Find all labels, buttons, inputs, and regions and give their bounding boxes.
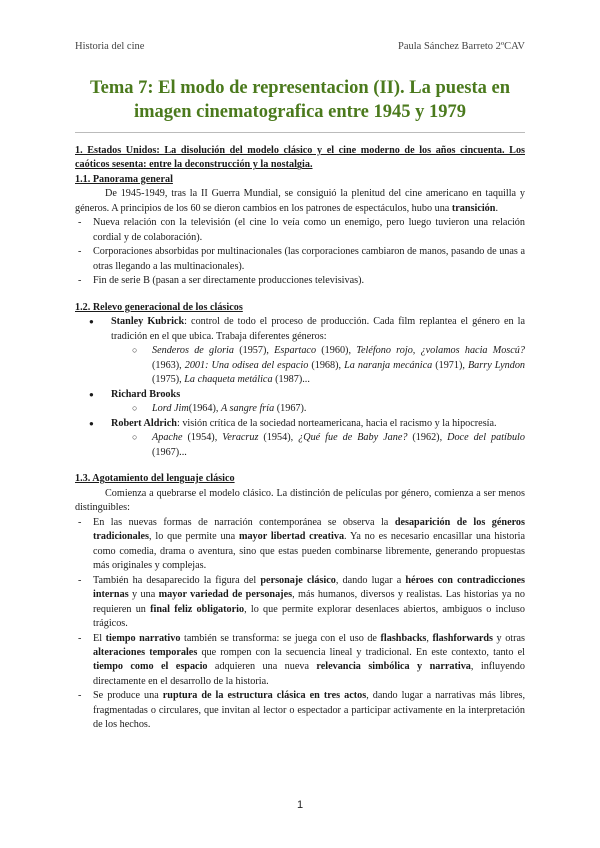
- list-item: [75, 574, 525, 632]
- circle-marker: ○: [132, 403, 138, 414]
- list-item-brooks: [75, 388, 525, 402]
- film-year: (1964),: [188, 403, 221, 415]
- list-item: [75, 516, 525, 574]
- film-title: Senderos de gloria: [152, 345, 234, 357]
- section-1-2-heading: 1.2. Relevo generacional de los clásicos: [75, 301, 243, 313]
- list-item: [75, 689, 525, 732]
- list-item-kubrick: [75, 315, 525, 344]
- intro-text: De 1945-1949, tras la II Guerra Mundial, se consiguió la plenitud del cine americano en taquilla y géneros. A principios de los 60 se dieron cambios en los patrones de espectáculos, hubo una: [75, 188, 525, 214]
- dash-marker: -: [78, 516, 82, 528]
- document-title: Tema 7: El modo de representacion (II). La puesta en imagen cinematografica entre 1945 y 1979: [89, 78, 511, 123]
- film-year: (1968),: [308, 359, 345, 371]
- film-year: (1954),: [258, 432, 299, 444]
- list-item-text: También ha desaparecido la figura del personaje clásico, dando lugar a héroes con contradicciones internas y una mayor variedad de personajes, más humanos, diversos y realistas. Las historias ya no requieren un final feliz obligatorio, lo que permite explorar desenlaces abiertos, ambiguos o incluso trágicos.: [93, 574, 526, 630]
- film-title: Veracruz: [222, 432, 259, 444]
- section-1-1-heading: 1.1. Panorama general: [75, 173, 173, 185]
- bullet-marker: ●: [89, 389, 94, 399]
- list-item-text: Nueva relación con la televisión (el cine lo veía como un enemigo, pero luego tuvieron una relación cordial y de colaboración).: [93, 217, 525, 243]
- film-title: Lord Jim: [152, 403, 189, 415]
- film-title: A sangre fría: [220, 403, 275, 415]
- list-item-text: Se produce una ruptura de la estructura clásica en tres actos, dando lugar a narrativas más libres, fragmentadas o circulares, que invitan al lector o espectador a participar activamente en la interpretación de los hechos.: [93, 690, 525, 731]
- circle-marker: ○: [132, 345, 138, 356]
- film-year: (1987)...: [272, 374, 310, 386]
- brooks-name: Richard Brooks: [111, 388, 181, 400]
- film-title: Barry Lyndon: [467, 359, 526, 371]
- film-title: Apache: [152, 432, 183, 444]
- list-item: [75, 245, 525, 274]
- dash-marker: -: [78, 217, 82, 229]
- film-year: (1971),: [432, 359, 468, 371]
- header-course: Historia del cine: [75, 41, 145, 52]
- circle-marker: ○: [132, 432, 138, 443]
- film-title: La chaqueta metálica: [184, 374, 273, 386]
- list-item-brooks-films: [75, 402, 525, 416]
- film-year: (1975),: [152, 374, 185, 386]
- aldrich-films: [152, 431, 525, 460]
- film-year: (1960),: [316, 345, 357, 357]
- kubrick-text: [111, 315, 525, 344]
- film-year: (1962),: [407, 432, 448, 444]
- header-author: Paula Sánchez Barreto 2ºCAV: [398, 41, 525, 52]
- dash-marker: -: [78, 632, 82, 644]
- aldrich-text: [111, 417, 525, 431]
- list-item: [75, 274, 525, 288]
- page-body: [75, 144, 525, 733]
- film-title: Doce del patíbulo: [447, 432, 525, 444]
- film-title: Teléfono rojo, ¿volamos hacia Moscú?: [356, 345, 525, 357]
- list-item-kubrick-films: [75, 344, 525, 387]
- dash-marker: -: [78, 690, 82, 702]
- kubrick-desc: : control de todo el proceso de producción. Cada film replantea el género en la tradición en el que ubica. Trabaja diferentes géneros:: [111, 316, 525, 342]
- intro-end: .: [495, 202, 498, 214]
- intro-bold: transición: [451, 202, 496, 214]
- title-divider: [75, 132, 525, 133]
- list-item-aldrich-films: [75, 431, 525, 460]
- bullet-marker: ●: [89, 317, 94, 327]
- film-title: La naranja mecánica: [344, 359, 433, 371]
- list-item: [75, 632, 525, 690]
- dash-marker: -: [78, 574, 82, 586]
- film-title: Espartaco: [274, 345, 317, 357]
- bullet-marker: ●: [89, 418, 94, 428]
- list-item-text: En las nuevas formas de narración contemporánea se observa la desaparición de los géneros tradicionales, lo que permite una mayor libertad creativa. Ya no es necesario encasillar una historia como comedia, drama o aventura, sino que estas pueden combinarse libremente, generando propuestas más originales y complejas.: [93, 516, 525, 572]
- section-1-1-intro: [75, 187, 525, 216]
- aldrich-name: Robert Aldrich: [111, 417, 177, 429]
- section-1-heading: 1. Estados Unidos: La disolución del modelo clásico y el cine moderno de los años cincuenta. Los caóticos sesenta: entre la deconstrucción y la nostalgia.: [75, 145, 525, 171]
- kubrick-name: Stanley Kubrick: [111, 316, 185, 328]
- film-year: (1954),: [182, 432, 223, 444]
- dash-marker: -: [78, 275, 82, 287]
- brooks-films: [152, 402, 525, 416]
- kubrick-films: [152, 344, 525, 387]
- film-year: (1967)...: [152, 446, 187, 458]
- film-title: ¿Qué fue de Baby Jane?: [298, 432, 408, 444]
- list-item-aldrich: [75, 417, 525, 431]
- page-number: 1: [296, 799, 304, 811]
- film-year: (1967).: [274, 403, 307, 415]
- list-item-text: Fin de serie B (pasan a ser directamente producciones televisivas).: [93, 275, 365, 287]
- page-header: [75, 40, 525, 54]
- film-title: 2001: Una odisea del espacio: [184, 359, 309, 371]
- film-year: (1963),: [152, 359, 185, 371]
- section-1-3-heading: 1.3. Agotamiento del lenguaje clásico: [75, 473, 235, 485]
- aldrich-desc: : visión crítica de la sociedad norteamericana, hacia el racismo y la hipocresía.: [176, 417, 497, 429]
- film-year: (1957),: [233, 345, 275, 357]
- list-item-text: Corporaciones absorbidas por multinacionales (las corporaciones cambiaron de manos, pasando de unas a otras llegando a las multinacionales).: [93, 246, 525, 272]
- section-1-3-intro: Comienza a quebrarse el modelo clásico. La distinción de películas por género, comienza a ser menos distinguibles:: [75, 487, 525, 514]
- list-item: [75, 216, 525, 245]
- list-item-text: El tiempo narrativo también se transforma: se juega con el uso de flashbacks, flashforwards y otras alteraciones temporales que rompen con la secuencia lineal y tradicional. En este contexto, tanto el tiempo como el espacio adquieren una nueva relevancia simbólica y narrativa, influyendo directamente en el desarrollo de la historia.: [93, 632, 525, 687]
- dash-marker: -: [78, 246, 82, 258]
